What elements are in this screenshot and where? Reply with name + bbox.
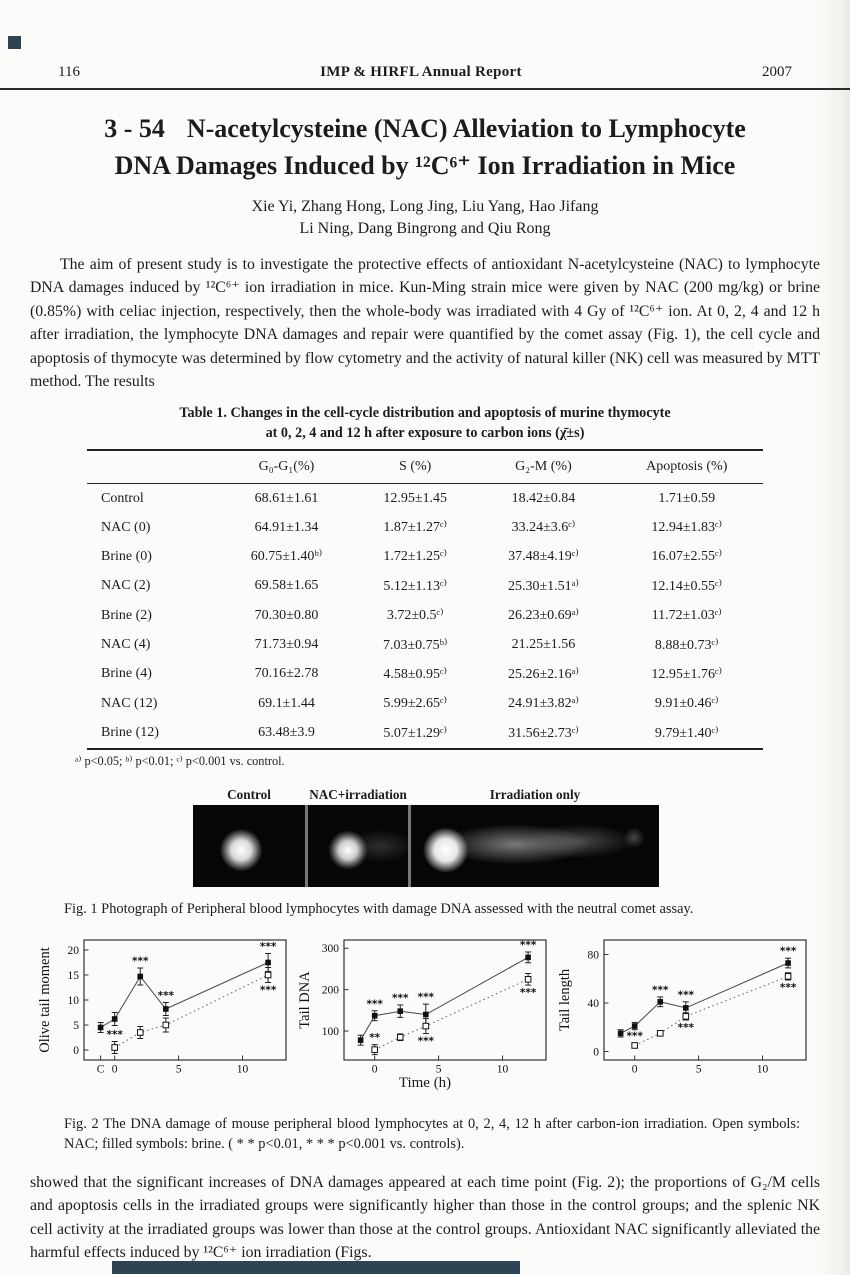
value-cell: 9.91±0.46ᶜ⁾ <box>654 696 719 712</box>
article-title <box>30 110 820 184</box>
svg-text:15: 15 <box>67 969 79 982</box>
fig2-chart-svg <box>296 932 554 1084</box>
comet-panel-label: NAC+irradiation <box>309 786 407 802</box>
table-row <box>87 542 763 571</box>
svg-text:**: ** <box>369 1032 381 1045</box>
table-row <box>87 572 763 601</box>
value-cell: 33.24±3.6ᶜ⁾ <box>511 520 576 535</box>
fig2-chart-tail-length <box>556 932 814 1089</box>
table1-caption-line1: Table 1. Changes in the cell-cycle distribution and apoptosis of murine thymocyte <box>179 405 671 422</box>
journal-title: IMP & HIRFL Annual Report <box>320 64 522 80</box>
comet-panel-nac-irradiation <box>308 805 408 887</box>
value-cell: 31.56±2.73ᶜ⁾ <box>508 725 579 741</box>
value-cell: 5.12±1.13ᶜ⁾ <box>383 578 448 594</box>
table1-header-cell: G₂-M (%) <box>515 459 572 475</box>
value-cell: 1.71±0.59 <box>658 490 716 506</box>
svg-text:***: *** <box>392 992 409 1005</box>
value-cell: 25.26±2.16ᵃ⁾ <box>507 666 579 682</box>
svg-text:***: *** <box>259 940 277 953</box>
fig2-x-axis-label: Time (h) <box>398 1074 452 1091</box>
row-label-cell: Control <box>101 490 144 506</box>
value-cell: 70.30±0.80 <box>254 607 319 623</box>
closing-paragraph: showed that the significant increases of DNA damages appeared at each time point (Fig. 2); the proportions of G₂/M cells and apoptosis cells in the irradiated groups were significantly higher than those in the control groups; and the splenic NK cell activity at the irradiated groups was lower than those at the control groups. Antioxidant NAC significantly alleviated the harmful effects induced by ¹²C⁶⁺ ion irradiation (Figs. <box>30 1173 820 1262</box>
value-cell: 63.48±3.9 <box>258 725 315 741</box>
article-title-line1: 3 - 54 N-acetylcysteine (NAC) Alleviation to Lymphocyte <box>104 114 746 143</box>
svg-text:0: 0 <box>73 1044 79 1057</box>
year: 2007 <box>761 64 792 80</box>
svg-text:0: 0 <box>371 1063 378 1076</box>
table-row <box>87 484 763 513</box>
page-number: 116 <box>58 64 80 80</box>
table1-header-cell: S (%) <box>399 459 432 475</box>
svg-text:5: 5 <box>435 1063 442 1076</box>
table1-header <box>87 450 763 484</box>
value-cell: 8.88±0.73ᶜ⁾ <box>654 637 719 653</box>
table-row <box>87 601 763 630</box>
svg-text:0: 0 <box>111 1063 118 1076</box>
authors-line1: Xie Yi, Zhang Hong, Long Jing, Liu Yang, Hao Jifang <box>251 198 599 215</box>
row-label-cell: Brine (12) <box>101 725 159 741</box>
svg-text:80: 80 <box>587 949 599 962</box>
authors-block <box>30 196 820 240</box>
scan-artifact-square <box>8 36 21 49</box>
value-cell: 37.48±4.19ᶜ⁾ <box>508 549 579 565</box>
table1-caption <box>30 403 820 443</box>
svg-text:40: 40 <box>587 997 599 1010</box>
value-cell: 69.58±1.65 <box>254 578 319 594</box>
svg-text:0: 0 <box>631 1063 638 1076</box>
comet-panel-control <box>193 805 305 887</box>
table1-caption-line2: at 0, 2, 4 and 12 h after exposure to carbon ions (χ̄±s) <box>265 425 585 442</box>
value-cell: 9.79±1.40ᶜ⁾ <box>654 725 719 741</box>
svg-text:***: *** <box>106 1028 123 1041</box>
authors-line2: Li Ning, Dang Bingrong and Qiu Rong <box>299 220 551 237</box>
value-cell: 1.87±1.27ᶜ⁾ <box>383 520 448 535</box>
comet-panel-label: Control <box>227 786 271 802</box>
row-label-cell: NAC (2) <box>101 578 151 594</box>
value-cell: 1.72±1.25ᶜ⁾ <box>383 549 448 565</box>
svg-text:***: *** <box>259 984 277 997</box>
value-cell: 64.91±1.34 <box>254 519 319 535</box>
svg-text:100: 100 <box>321 1025 339 1038</box>
row-label-cell: NAC (0) <box>101 519 151 535</box>
value-cell: 4.58±0.95ᶜ⁾ <box>383 666 448 682</box>
table1-body <box>87 484 763 749</box>
figure-2 <box>30 932 820 1089</box>
svg-text:300: 300 <box>321 942 339 955</box>
value-cell: 71.73±0.94 <box>254 637 319 652</box>
header-rule <box>0 88 850 90</box>
table1-header-cell: Apoptosis (%) <box>646 459 728 475</box>
table1-header-cell <box>87 450 219 484</box>
svg-text:***: *** <box>366 998 383 1011</box>
row-label-cell: NAC (4) <box>101 637 151 652</box>
table-row <box>87 630 763 659</box>
value-cell: 26.23±0.69ᵃ⁾ <box>507 608 579 624</box>
value-cell: 11.72±1.03ᶜ⁾ <box>651 608 722 624</box>
comet-panel-irradiation-only <box>411 805 659 887</box>
table1-header-cell: G₀-G₁(%) <box>258 459 315 475</box>
y-axis-label: Tail length <box>557 968 573 1031</box>
figure-1 <box>193 787 659 887</box>
svg-text:***: *** <box>519 939 537 952</box>
table1-footnote: ᵃ⁾ p<0.05; ᵇ⁾ p<0.01; ᶜ⁾ p<0.001 vs. control. <box>75 753 285 768</box>
svg-text:***: *** <box>677 1021 695 1034</box>
svg-text:***: *** <box>677 989 695 1002</box>
value-cell: 7.03±0.75ᵇ⁾ <box>382 637 448 653</box>
svg-text:20: 20 <box>67 944 79 957</box>
article-number: 3 - 54 <box>104 114 165 143</box>
y-axis-label: Olive tail moment <box>37 947 53 1053</box>
value-cell: 25.30±1.51ᵃ⁾ <box>507 578 579 594</box>
svg-text:***: *** <box>779 981 797 994</box>
abstract-paragraph: The aim of present study is to investigate the protective effects of antioxidant N-acetylcysteine (NAC) to lymphocyte DNA damages induced by ¹²C⁶⁺ ion irradiation in mice. Kun-Ming strain mice were given by NAC (200 mg/kg) or brine (0.85%) with celiac injection, respectively, then the whole-body was irradiated with 4 Gy of ¹²C⁶⁺ ion. At 0, 2, 4 and 12 h after irradiation, the lymphocyte DNA damages and repair were quantified by the comet assay (Fig. 1), the cell cycle and apoptosis of thymocyte was determined by flow cytometry and the activity of natural killer (NK) cell was measured by MTT method. The results <box>30 256 820 391</box>
svg-text:***: *** <box>157 989 175 1002</box>
svg-text:0: 0 <box>593 1046 599 1059</box>
value-cell: 68.61±1.61 <box>254 490 319 506</box>
table-row <box>87 689 763 718</box>
table-row <box>87 660 763 689</box>
svg-text:5: 5 <box>695 1063 702 1076</box>
svg-text:10: 10 <box>756 1063 769 1076</box>
value-cell: 18.42±0.84 <box>511 490 576 506</box>
svg-text:***: *** <box>417 991 435 1004</box>
value-cell: 3.72±0.5ᶜ⁾ <box>386 608 444 624</box>
value-cell: 16.07±2.55ᶜ⁾ <box>651 549 723 565</box>
svg-text:5: 5 <box>73 1019 79 1032</box>
figure-1-labels <box>193 787 659 803</box>
figure-2-caption: Fig. 2 The DNA damage of mouse peripheral blood lymphocytes at 0, 2, 4, 12 h after carbon-ion irradiation. Open symbols: NAC; filled symbols: brine. ( * * p<0.01, * * * p<0.001 vs. controls). <box>64 1115 800 1153</box>
running-header <box>30 64 820 81</box>
svg-text:10: 10 <box>496 1063 509 1076</box>
svg-text:***: *** <box>652 984 669 997</box>
value-cell: 70.16±2.78 <box>254 666 319 682</box>
svg-text:***: *** <box>626 1030 643 1043</box>
value-cell: 60.75±1.40ᵇ⁾ <box>250 549 323 565</box>
article-title-line2: DNA Damages Induced by ¹²C⁶⁺ Ion Irradiation in Mice <box>114 151 736 180</box>
svg-text:10: 10 <box>67 994 79 1007</box>
row-label-cell: NAC (12) <box>101 695 158 711</box>
value-cell: 5.99±2.65ᶜ⁾ <box>383 696 448 712</box>
value-cell: 5.07±1.29ᶜ⁾ <box>383 725 448 741</box>
value-cell: 24.91±3.82ᵃ⁾ <box>507 696 579 712</box>
y-axis-label: Tail DNA <box>297 971 313 1029</box>
fig2-chart-tail-dna <box>296 932 554 1089</box>
value-cell: 12.14±0.55ᶜ⁾ <box>651 578 723 594</box>
svg-text:***: *** <box>417 1035 435 1048</box>
fig2-chart-olive-tail-moment <box>36 932 294 1089</box>
scan-artifact-bar <box>112 1261 520 1274</box>
row-label-cell: Brine (2) <box>101 607 152 623</box>
value-cell: 12.95±1.76ᶜ⁾ <box>651 666 723 682</box>
row-label-cell: Brine (4) <box>101 666 152 682</box>
figure-1-caption: Fig. 1 Photograph of Peripheral blood lymphocytes with damage DNA assessed with the neutral comet assay. <box>64 900 694 917</box>
fig2-chart-svg <box>36 932 294 1084</box>
svg-text:***: *** <box>779 945 797 958</box>
svg-text:C: C <box>96 1063 105 1076</box>
value-cell: 12.94±1.83ᶜ⁾ <box>651 520 723 535</box>
value-cell: 12.95±1.45 <box>383 490 448 506</box>
svg-text:5: 5 <box>175 1063 182 1076</box>
row-label-cell: Brine (0) <box>101 548 152 564</box>
comet-panel-label: Irradiation only <box>489 786 581 802</box>
value-cell: 21.25±1.56 <box>511 637 576 652</box>
svg-text:10: 10 <box>236 1063 249 1076</box>
fig2-chart-svg <box>556 932 814 1084</box>
comet-assay-image <box>193 805 659 887</box>
value-cell: 69.1±1.44 <box>258 695 315 711</box>
svg-text:***: *** <box>132 955 149 968</box>
svg-text:200: 200 <box>321 984 339 997</box>
table-row <box>87 513 763 542</box>
table-row <box>87 718 763 748</box>
svg-text:***: *** <box>519 986 537 999</box>
table1 <box>87 449 763 749</box>
